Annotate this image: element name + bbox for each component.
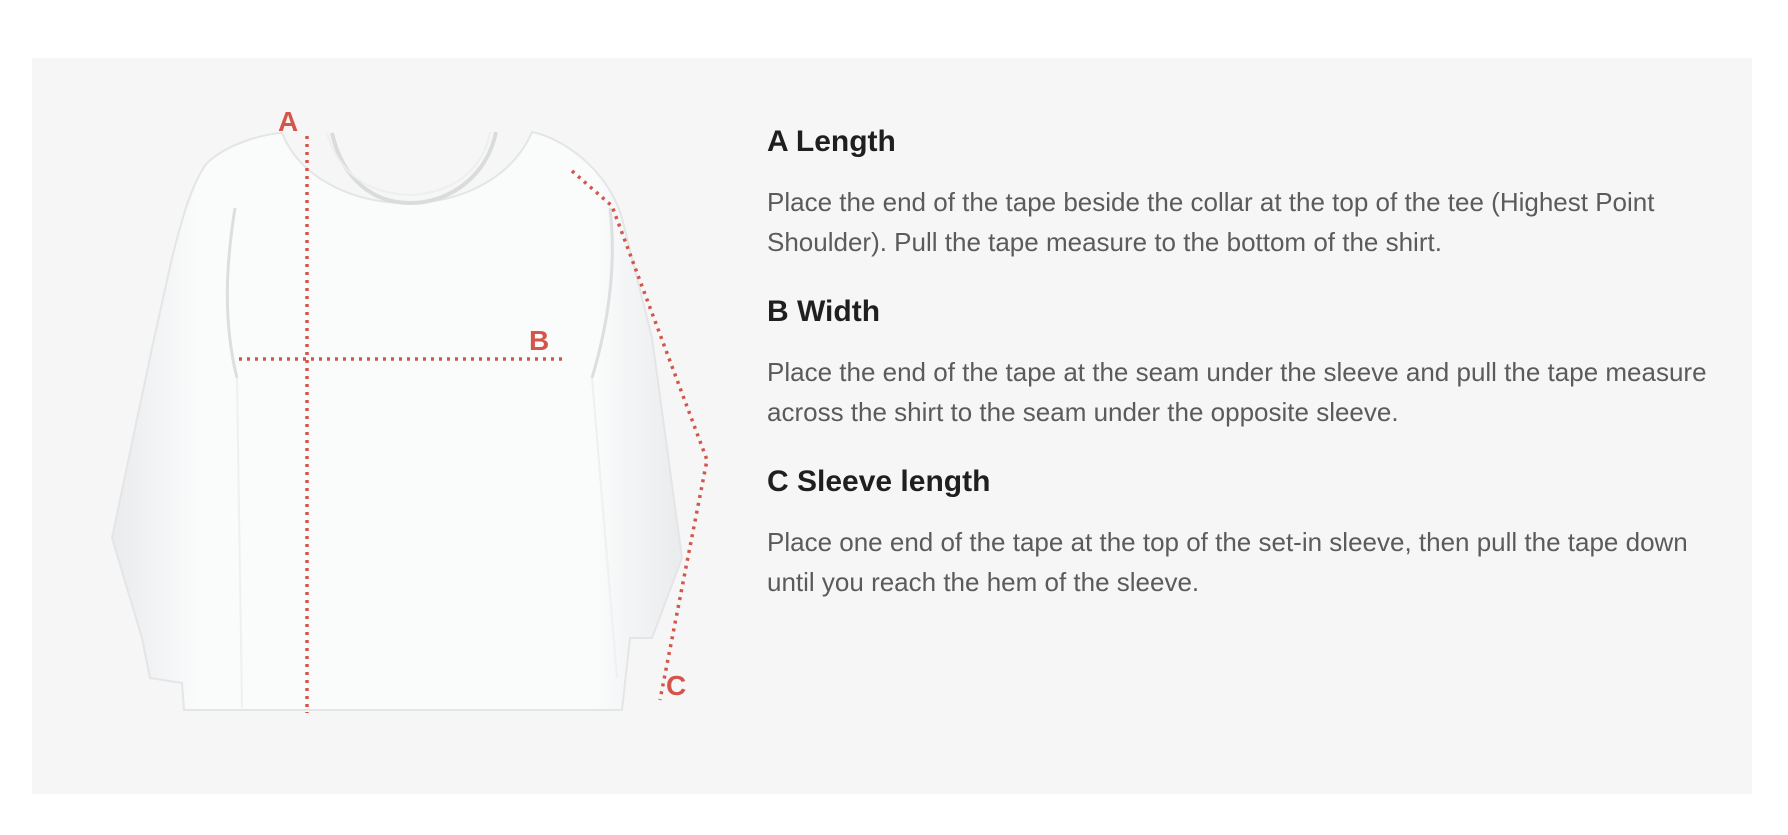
measurement-instructions — [767, 124, 1727, 634]
shirt-measurement-figure — [32, 58, 772, 794]
marker-b-label: B — [529, 325, 550, 356]
width-heading: B Width — [767, 295, 881, 328]
sleeve-length-heading: C Sleeve length — [767, 465, 991, 498]
marker-c-label: C — [666, 670, 687, 701]
section-width — [767, 294, 1727, 432]
long-sleeve-shirt-icon — [32, 58, 772, 794]
length-description: Place the end of the tape beside the collar at the top of the tee (Highest Point Shoulder). Pull the tape measure to the bottom of the shirt. — [767, 187, 1655, 257]
marker-a-label: A — [278, 106, 299, 137]
size-guide-panel — [32, 58, 1752, 794]
length-heading: A Length — [767, 125, 896, 158]
sleeve-length-description: Place one end of the tape at the top of the set-in sleeve, then pull the tape down until you reach the hem of the sleeve. — [767, 527, 1688, 597]
section-length — [767, 124, 1727, 262]
width-description: Place the end of the tape at the seam under the sleeve and pull the tape measure across the shirt to the seam under the opposite sleeve. — [767, 357, 1707, 427]
section-sleeve-length — [767, 464, 1727, 602]
